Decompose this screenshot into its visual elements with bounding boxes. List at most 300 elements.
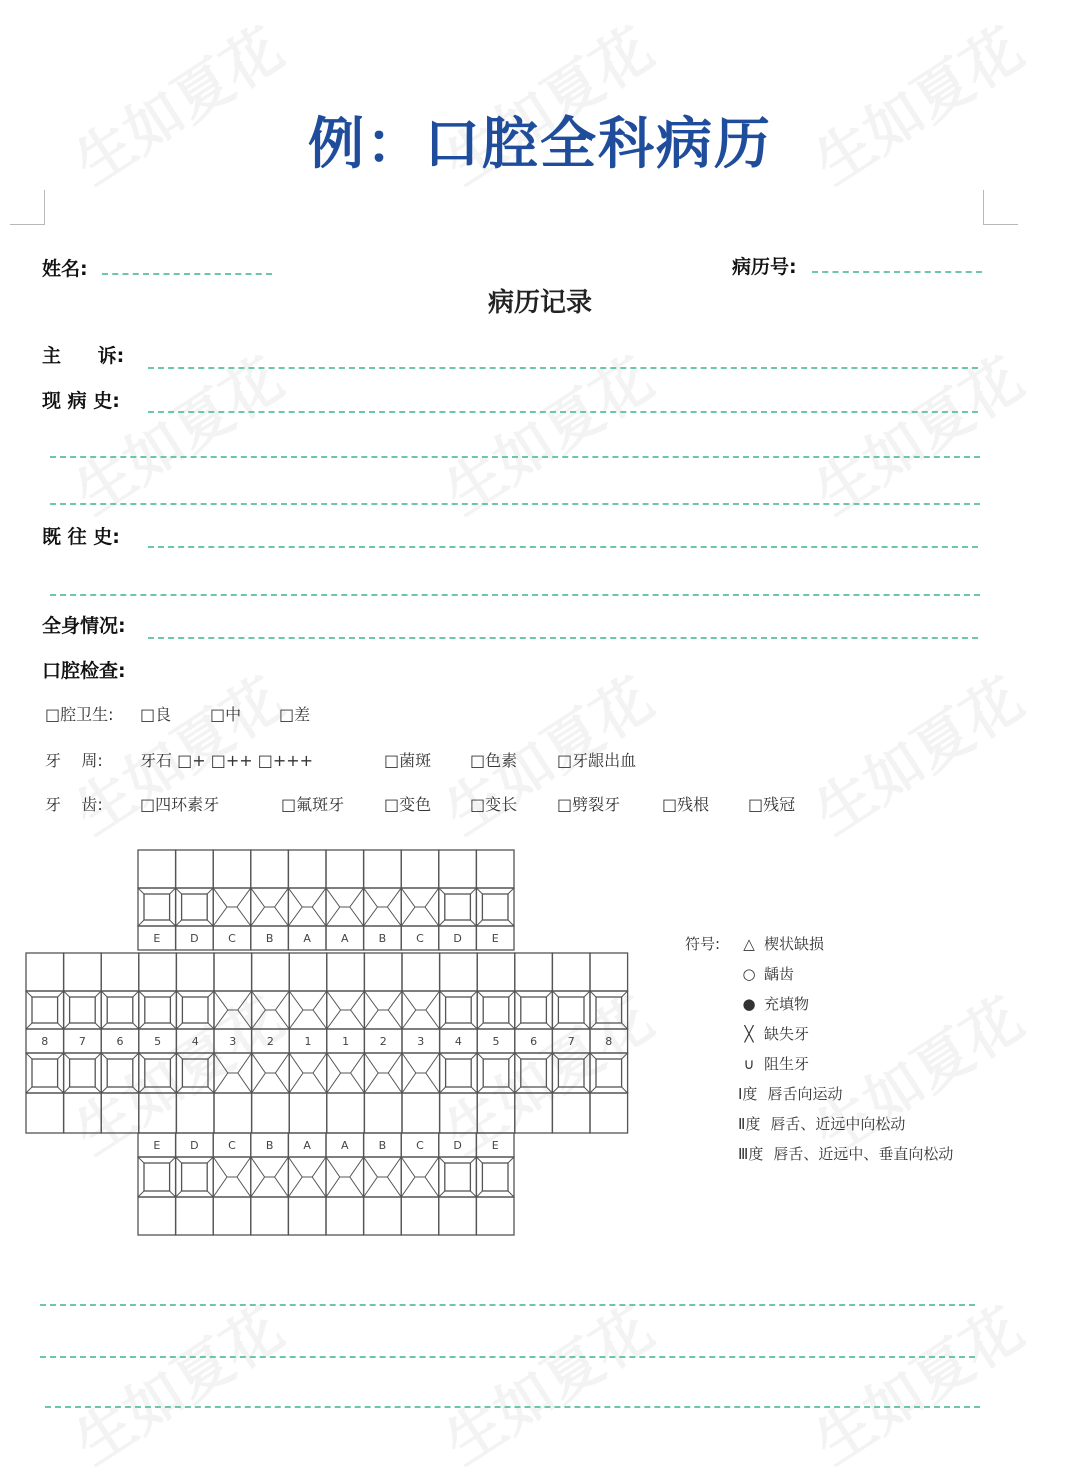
tooth-edge <box>440 991 446 997</box>
tooth-edge <box>476 920 482 926</box>
tooth-edge <box>326 888 340 926</box>
notes-field[interactable] <box>40 1304 975 1306</box>
tooth-edge <box>508 1157 514 1163</box>
tooth-number: D <box>190 1139 199 1152</box>
chart-cell <box>476 850 514 888</box>
tooth-surface <box>482 894 508 920</box>
tooth-edge <box>64 1087 70 1093</box>
oral-hygiene-option[interactable]: □中 <box>210 705 242 724</box>
name-label: 姓名: <box>42 258 88 280</box>
tooth-surface <box>445 894 471 920</box>
oral-hygiene-option[interactable]: □差 <box>279 705 311 724</box>
tooth-surface <box>558 997 584 1023</box>
legend-item <box>738 1113 905 1134</box>
tooth-edge <box>101 1087 107 1093</box>
tooth-number: 4 <box>454 1035 462 1048</box>
tooth-edge <box>139 991 145 997</box>
tooth-edge <box>238 1053 252 1093</box>
tooth-edge <box>515 1023 521 1029</box>
tooth-edge <box>364 1053 378 1093</box>
tooth-edge <box>476 1191 482 1197</box>
general-condition-label: 全身情况: <box>42 615 126 637</box>
tooth-edge <box>170 1023 176 1029</box>
tooth-edge <box>95 1053 101 1059</box>
tooth-edge <box>176 1157 182 1163</box>
tooth-edge <box>139 1053 145 1059</box>
tooth-number: E <box>491 1139 499 1152</box>
teeth-option[interactable]: □残冠 <box>748 795 796 814</box>
tooth-surface <box>596 997 622 1023</box>
legend-text: 楔状缺损 <box>764 935 825 953</box>
tooth-edge <box>439 1191 445 1197</box>
tooth-edge <box>95 1087 101 1093</box>
tooth-edge <box>252 1053 266 1093</box>
chart-cell <box>139 953 177 991</box>
tooth-edge <box>508 888 514 894</box>
chart-cell <box>440 1093 478 1133</box>
tooth-edge <box>584 991 590 997</box>
tooth-edge <box>207 888 213 894</box>
legend-text: 唇舌、近远中、垂直向松动 <box>773 1145 954 1163</box>
tooth-surface <box>482 1163 508 1191</box>
tooth-edge <box>176 888 182 894</box>
chart-cell <box>401 850 439 888</box>
tooth-edge <box>584 1087 590 1093</box>
tooth-edge <box>471 1023 477 1029</box>
tooth-edge <box>327 1053 341 1093</box>
tooth-edge <box>275 888 289 926</box>
tooth-edge <box>440 1023 446 1029</box>
tooth-edge <box>327 991 341 1029</box>
tooth-edge <box>170 1053 176 1059</box>
chart-cell <box>64 1093 102 1133</box>
tooth-edge <box>213 1157 227 1197</box>
tooth-edge <box>207 920 213 926</box>
tooth-edge <box>313 991 327 1029</box>
tooth-number: 5 <box>154 1035 162 1048</box>
tooth-number: 2 <box>266 1035 274 1048</box>
tooth-edge <box>546 1023 552 1029</box>
tooth-edge <box>312 888 326 926</box>
tooth-edge <box>439 888 445 894</box>
tooth-edge <box>170 920 176 926</box>
tooth-edge <box>101 1023 107 1029</box>
tooth-edge <box>622 1023 628 1029</box>
tooth-number: 6 <box>530 1035 538 1048</box>
tooth-surface <box>107 997 133 1023</box>
tooth-number: D <box>190 932 199 945</box>
chart-cell <box>364 1093 402 1133</box>
legend-text: 唇舌、近远中向松动 <box>770 1115 906 1133</box>
tooth-edge <box>208 1053 214 1059</box>
tooth-edge <box>208 1023 214 1029</box>
tooth-edge <box>546 991 552 997</box>
tooth-edge <box>238 991 252 1029</box>
tooth-edge <box>622 991 628 997</box>
tooth-edge <box>133 1087 139 1093</box>
tooth-edge <box>251 888 265 926</box>
legend-text: 唇舌向运动 <box>767 1085 843 1103</box>
periodontal-label: 牙 周: <box>45 751 103 770</box>
chart-cell <box>289 953 327 991</box>
tooth-edge <box>275 991 289 1029</box>
chart-cell <box>213 850 251 888</box>
tooth-edge <box>470 920 476 926</box>
chart-cell <box>477 1093 515 1133</box>
tooth-edge <box>95 1023 101 1029</box>
notes-field[interactable] <box>45 1406 980 1408</box>
tooth-number: A <box>341 1139 349 1152</box>
tooth-surface <box>32 997 58 1023</box>
tooth-number: 5 <box>492 1035 500 1048</box>
tooth-edge <box>509 1087 515 1093</box>
teeth-option[interactable]: □变长 <box>470 795 518 814</box>
legend-text: 缺失牙 <box>764 1025 810 1043</box>
chart-cell <box>590 953 628 991</box>
tooth-edge <box>425 888 439 926</box>
legend-text: 充填物 <box>764 995 810 1013</box>
tooth-edge <box>176 1087 182 1093</box>
legend-text: 龋齿 <box>764 965 795 983</box>
tooth-edge <box>170 1157 176 1163</box>
tooth-edge <box>101 1053 107 1059</box>
notes-field[interactable] <box>40 1356 975 1358</box>
tooth-edge <box>252 991 266 1029</box>
tooth-edge <box>590 1087 596 1093</box>
chart-cell <box>440 953 478 991</box>
chart-cell <box>439 1197 477 1235</box>
chart-cell <box>515 1093 553 1133</box>
record-number-label: 病历号: <box>732 256 797 278</box>
tooth-edge <box>58 1053 64 1059</box>
tooth-edge <box>275 1053 289 1093</box>
oral-hygiene-label: □腔卫生: <box>45 705 114 724</box>
tooth-edge <box>590 991 596 997</box>
tooth-number: 4 <box>191 1035 199 1048</box>
tooth-edge <box>388 1053 402 1093</box>
chart-cell <box>138 1197 176 1235</box>
tooth-edge <box>288 1157 302 1197</box>
tooth-number: C <box>228 932 236 945</box>
tooth-surface <box>521 997 547 1023</box>
teeth-option[interactable]: □劈裂牙 <box>557 795 621 814</box>
tooth-number: C <box>228 1139 236 1152</box>
tooth-edge <box>26 991 32 997</box>
chart-cell <box>476 1197 514 1235</box>
chart-cell <box>176 1093 214 1133</box>
chart-cell <box>26 953 64 991</box>
tooth-surface <box>558 1059 584 1087</box>
legend-item <box>738 963 794 984</box>
tooth-edge <box>440 1053 446 1059</box>
chart-cell <box>101 953 139 991</box>
calculus-options[interactable]: 牙石 □+ □++ □+++ <box>140 751 314 770</box>
tooth-edge <box>509 991 515 997</box>
tooth-edge <box>426 1053 440 1093</box>
tooth-edge <box>509 1023 515 1029</box>
tooth-edge <box>207 1191 213 1197</box>
chart-cell <box>326 1197 364 1235</box>
tooth-edge <box>470 1191 476 1197</box>
tooth-edge <box>170 991 176 997</box>
tooth-edge <box>590 1023 596 1029</box>
tooth-edge <box>351 991 365 1029</box>
tooth-edge <box>471 1087 477 1093</box>
chart-cell <box>327 953 365 991</box>
tooth-edge <box>546 1087 552 1093</box>
legend-symbol: ● <box>742 995 756 1013</box>
tooth-edge <box>95 991 101 997</box>
tooth-edge <box>401 1157 415 1197</box>
tooth-edge <box>139 1023 145 1029</box>
legend-symbol: Ⅱ度 <box>738 1115 761 1133</box>
tooth-edge <box>622 1087 628 1093</box>
tooth-number: 2 <box>379 1035 387 1048</box>
tooth-edge <box>176 991 182 997</box>
tooth-edge <box>401 888 415 926</box>
tooth-edge <box>26 1053 32 1059</box>
chart-cell <box>477 953 515 991</box>
chart-cell <box>289 1093 327 1133</box>
tooth-edge <box>584 1053 590 1059</box>
chart-cell <box>552 1093 590 1133</box>
tooth-edge <box>546 1053 552 1059</box>
tooth-edge <box>590 1053 596 1059</box>
document-title: 病历记录 <box>487 288 592 318</box>
tooth-edge <box>471 1053 477 1059</box>
tooth-edge <box>552 991 558 997</box>
tooth-number: A <box>303 1139 311 1152</box>
tooth-number: E <box>153 1139 161 1152</box>
tooth-number: E <box>153 932 161 945</box>
tooth-edge <box>364 1157 378 1197</box>
legend-symbol: Ⅲ度 <box>738 1145 764 1163</box>
tooth-edge <box>326 1157 340 1197</box>
tooth-edge <box>515 991 521 997</box>
teeth-option[interactable]: □变色 <box>384 795 432 814</box>
chart-cell <box>364 850 402 888</box>
tooth-edge <box>176 1053 182 1059</box>
tooth-edge <box>139 1087 145 1093</box>
tooth-edge <box>515 1087 521 1093</box>
tooth-edge <box>170 1191 176 1197</box>
tooth-number: B <box>265 932 274 945</box>
tooth-edge <box>471 991 477 997</box>
tooth-edge <box>364 888 378 926</box>
legend-text: 阻生牙 <box>764 1055 810 1073</box>
periodontal-option[interactable]: □牙龈出血 <box>557 751 637 770</box>
tooth-edge <box>477 1087 483 1093</box>
tooth-edge <box>138 920 144 926</box>
tooth-number: 1 <box>342 1035 350 1048</box>
tooth-edge <box>208 1087 214 1093</box>
legend-item <box>738 993 809 1014</box>
past-history-label: 既 往 史: <box>42 526 120 548</box>
legend-item <box>738 1143 953 1164</box>
periodontal-option[interactable]: □菌斑 <box>384 751 432 770</box>
tooth-edge <box>176 1023 182 1029</box>
tooth-surface <box>145 997 171 1023</box>
chart-cell <box>138 850 176 888</box>
tooth-surface <box>182 1163 208 1191</box>
tooth-edge <box>584 1023 590 1029</box>
tooth-edge <box>470 888 476 894</box>
tooth-edge <box>101 991 107 997</box>
tooth-number: 6 <box>116 1035 124 1048</box>
tooth-number: 8 <box>41 1035 49 1048</box>
tooth-number: 7 <box>567 1035 575 1048</box>
tooth-edge <box>64 1023 70 1029</box>
tooth-edge <box>439 920 445 926</box>
teeth-option[interactable]: □四环素牙 <box>140 795 220 814</box>
tooth-edge <box>477 991 483 997</box>
tooth-edge <box>364 991 378 1029</box>
tooth-edge <box>350 888 364 926</box>
teeth-label: 牙 齿: <box>45 795 103 814</box>
chart-cell <box>214 953 252 991</box>
tooth-surface <box>445 1163 471 1191</box>
tooth-edge <box>237 1157 251 1197</box>
tooth-surface <box>446 997 472 1023</box>
chart-cell <box>327 1093 365 1133</box>
chart-cell <box>364 1197 402 1235</box>
tooth-number: D <box>453 1139 462 1152</box>
tooth-edge <box>552 1053 558 1059</box>
tooth-edge <box>402 1053 416 1093</box>
tooth-edge <box>213 888 227 926</box>
tooth-edge <box>289 991 303 1029</box>
tooth-edge <box>508 920 514 926</box>
tooth-edge <box>176 920 182 926</box>
tooth-edge <box>207 1157 213 1163</box>
tooth-edge <box>170 888 176 894</box>
tooth-edge <box>26 1087 32 1093</box>
legend-symbol: ╳ <box>744 1025 754 1043</box>
tooth-edge <box>208 991 214 997</box>
tooth-surface <box>521 1059 547 1087</box>
tooth-surface <box>483 1059 509 1087</box>
teeth-option[interactable]: □氟斑牙 <box>281 795 345 814</box>
tooth-surface <box>446 1059 472 1087</box>
tooth-surface <box>144 894 170 920</box>
tooth-edge <box>425 1157 439 1197</box>
tooth-edge <box>133 1053 139 1059</box>
periodontal-option[interactable]: □色素 <box>470 751 518 770</box>
tooth-edge <box>138 888 144 894</box>
tooth-surface <box>107 1059 133 1087</box>
legend-item <box>738 933 824 954</box>
tooth-number: A <box>341 932 349 945</box>
tooth-edge <box>402 991 416 1029</box>
tooth-edge <box>470 1157 476 1163</box>
tooth-edge <box>313 1053 327 1093</box>
tooth-edge <box>515 1053 521 1059</box>
chart-cell <box>439 850 477 888</box>
tooth-number: 8 <box>605 1035 613 1048</box>
tooth-number: B <box>265 1139 274 1152</box>
tooth-surface <box>145 1059 171 1087</box>
tooth-surface <box>144 1163 170 1191</box>
chart-cell <box>401 1197 439 1235</box>
tooth-surface <box>483 997 509 1023</box>
tooth-number: E <box>491 932 499 945</box>
tooth-edge <box>440 1087 446 1093</box>
chart-cell <box>252 953 290 991</box>
chart-cell <box>251 1197 289 1235</box>
tooth-number: A <box>303 932 311 945</box>
tooth-edge <box>476 888 482 894</box>
legend-symbol: Ⅰ度 <box>738 1085 758 1103</box>
chart-cell <box>176 1197 214 1235</box>
tooth-edge <box>477 1023 483 1029</box>
tooth-surface <box>182 997 208 1023</box>
oral-hygiene-option[interactable]: □良 <box>140 705 172 724</box>
chart-cell <box>252 1093 290 1133</box>
chart-cell <box>590 1093 628 1133</box>
tooth-edge <box>214 991 228 1029</box>
tooth-edge <box>622 1053 628 1059</box>
tooth-edge <box>351 1053 365 1093</box>
tooth-edge <box>64 991 70 997</box>
teeth-option[interactable]: □残根 <box>662 795 710 814</box>
tooth-edge <box>133 991 139 997</box>
tooth-edge <box>64 1053 70 1059</box>
chart-cell <box>214 1093 252 1133</box>
chart-cell <box>251 850 289 888</box>
chart-cell <box>364 953 402 991</box>
chart-cell <box>101 1093 139 1133</box>
chart-cell <box>552 953 590 991</box>
tooth-edge <box>176 1191 182 1197</box>
legend-item <box>738 1023 809 1044</box>
tooth-surface <box>596 1059 622 1087</box>
legend-symbol: ○ <box>742 965 756 983</box>
tooth-number: D <box>453 932 462 945</box>
legend-symbol: △ <box>743 935 755 953</box>
tooth-edge <box>439 1157 445 1163</box>
legend-title: 符号: <box>685 935 721 953</box>
tooth-edge <box>289 1053 303 1093</box>
tooth-number: C <box>416 932 424 945</box>
tooth-surface <box>182 1059 208 1087</box>
chart-cell <box>402 1093 440 1133</box>
tooth-edge <box>251 1157 265 1197</box>
tooth-edge <box>58 1023 64 1029</box>
tooth-edge <box>138 1157 144 1163</box>
tooth-edge <box>387 888 401 926</box>
tooth-edge <box>552 1023 558 1029</box>
chart-cell <box>176 953 214 991</box>
tooth-edge <box>214 1053 228 1093</box>
legend-item <box>738 1053 809 1074</box>
tooth-surface <box>182 894 208 920</box>
tooth-number: 3 <box>229 1035 237 1048</box>
tooth-number: 7 <box>78 1035 86 1048</box>
tooth-number: C <box>416 1139 424 1152</box>
chart-cell <box>288 1197 326 1235</box>
legend-symbol: ∪ <box>743 1055 755 1073</box>
tooth-edge <box>58 1087 64 1093</box>
tooth-edge <box>350 1157 364 1197</box>
tooth-edge <box>552 1087 558 1093</box>
chart-cell <box>64 953 102 991</box>
chart-cell <box>515 953 553 991</box>
tooth-edge <box>387 1157 401 1197</box>
page-headline: 例：口腔全科病历 <box>308 112 772 177</box>
tooth-number: B <box>378 932 387 945</box>
tooth-edge <box>312 1157 326 1197</box>
legend-item <box>738 1083 842 1104</box>
